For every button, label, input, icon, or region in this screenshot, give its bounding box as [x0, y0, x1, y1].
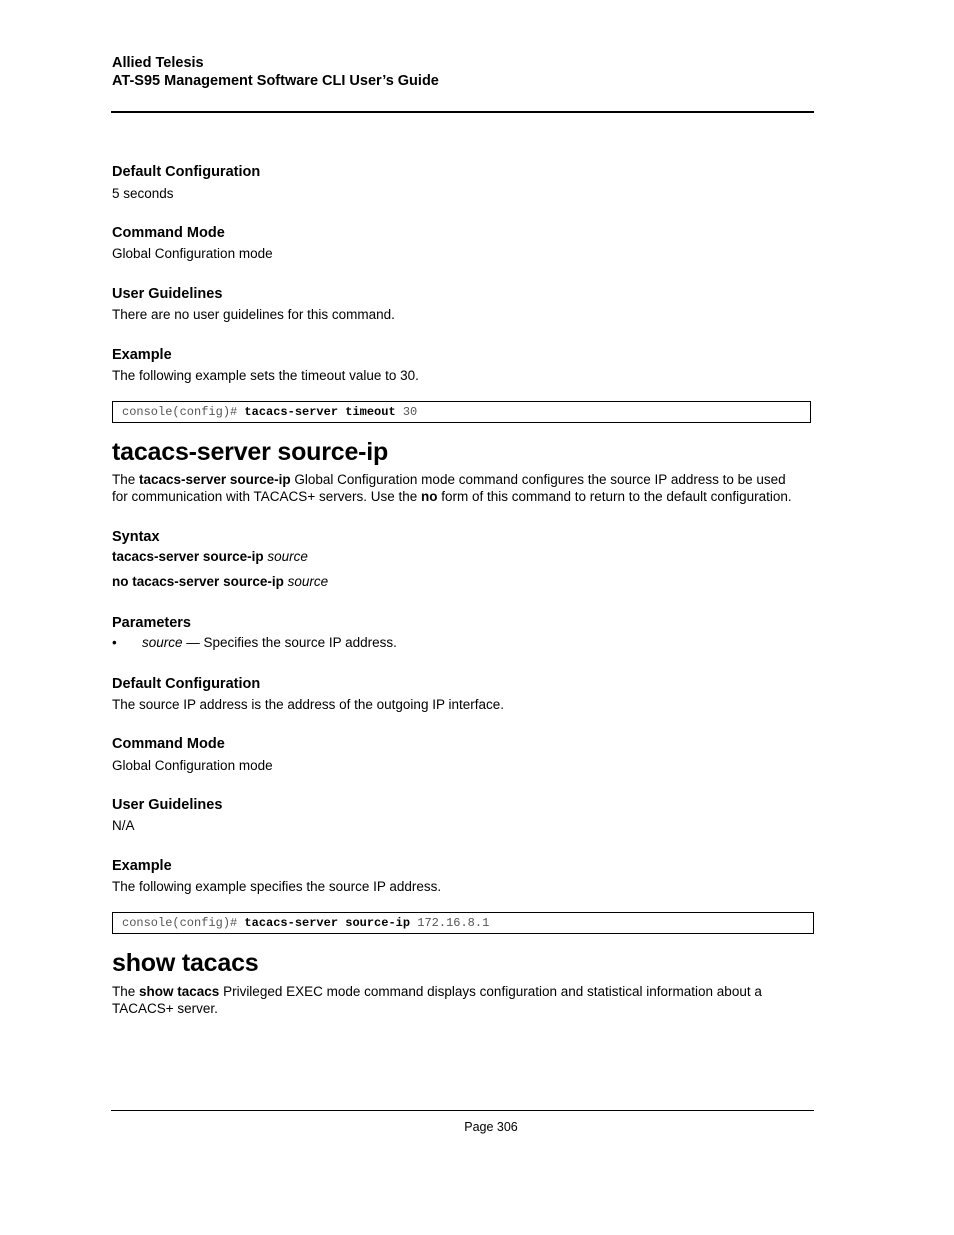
code-command: tacacs-server source-ip	[244, 916, 411, 930]
desc-no-keyword: no	[420, 489, 438, 504]
parameter-item	[142, 635, 397, 650]
header-guide-title: AT-S95 Management Software CLI User’s Guide	[112, 73, 439, 89]
desc-text: Privileged EXEC mode command displays configuration and statistical information about a	[219, 984, 762, 999]
user-guidelines-text: There are no user guidelines for this command.	[112, 307, 395, 322]
parameter-name: source	[142, 635, 183, 650]
default-config-text: The source IP address is the address of the outgoing IP interface.	[112, 697, 504, 712]
user-guidelines-heading: User Guidelines	[112, 286, 223, 302]
header-company: Allied Telesis	[112, 55, 204, 71]
desc-text: for communication with TACACS+ servers. Use the	[112, 489, 421, 504]
syntax-command: tacacs-server source-ip	[112, 549, 264, 564]
code-arg: 30	[395, 405, 418, 419]
desc-text: TACACS+ server.	[112, 1001, 218, 1016]
command-mode-text: Global Configuration mode	[112, 246, 273, 261]
desc-text: form of this command to return to the default configuration.	[437, 489, 792, 504]
syntax-heading: Syntax	[112, 529, 160, 545]
parameters-heading: Parameters	[112, 615, 191, 631]
page-number: Page 306	[464, 1120, 518, 1134]
user-guidelines-text: N/A	[112, 818, 135, 833]
syntax-argument: source	[287, 574, 329, 589]
code-arg: 172.16.8.1	[410, 916, 490, 930]
syntax-argument: source	[267, 549, 308, 564]
show-tacacs-description	[112, 983, 822, 1017]
code-prompt: console(config)#	[122, 405, 245, 419]
syntax-command: no tacacs-server source-ip	[112, 574, 284, 589]
desc-command: show tacacs	[139, 984, 220, 999]
section-title-source-ip: tacacs-server source-ip	[112, 438, 389, 466]
desc-text: Global Configuration mode command configures the source IP address to be used	[290, 472, 786, 487]
desc-text: The	[112, 472, 140, 487]
code-example-source-ip	[112, 912, 814, 934]
default-config-heading: Default Configuration	[112, 164, 261, 180]
example-text: The following example specifies the source IP address.	[112, 879, 442, 894]
source-ip-description	[112, 471, 822, 505]
parameter-desc: — Specifies the source IP address.	[182, 635, 397, 650]
code-example-timeout	[112, 401, 811, 423]
default-config-heading: Default Configuration	[112, 676, 261, 692]
code-prompt: console(config)#	[122, 916, 245, 930]
desc-command: tacacs-server source-ip	[139, 472, 291, 487]
section-title-show-tacacs: show tacacs	[112, 949, 259, 977]
default-config-text: 5 seconds	[112, 186, 174, 201]
footer-rule	[111, 1110, 814, 1111]
command-mode-heading: Command Mode	[112, 225, 225, 241]
command-mode-text: Global Configuration mode	[112, 758, 273, 773]
syntax-line-2	[112, 574, 328, 589]
command-mode-heading: Command Mode	[112, 736, 225, 752]
header-rule	[111, 111, 814, 113]
example-heading: Example	[112, 858, 172, 874]
code-command: tacacs-server timeout	[244, 405, 396, 419]
user-guidelines-heading: User Guidelines	[112, 797, 223, 813]
desc-text: The	[112, 984, 140, 999]
example-text: The following example sets the timeout value to 30.	[112, 368, 419, 383]
syntax-line-1	[112, 549, 308, 564]
bullet-icon: •	[112, 635, 117, 650]
example-heading: Example	[112, 347, 172, 363]
